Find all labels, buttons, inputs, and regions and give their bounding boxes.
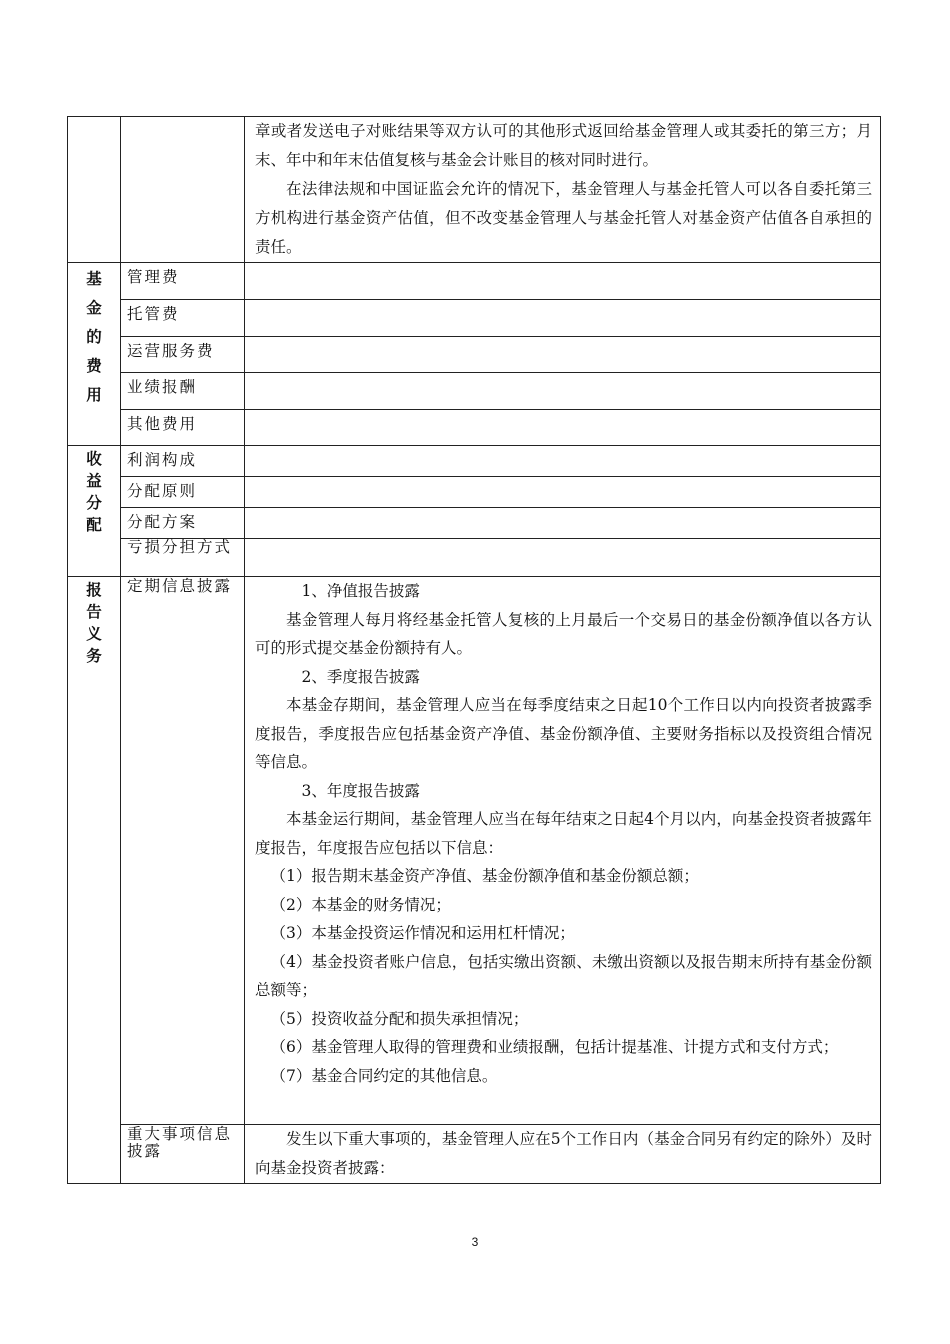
paragraph: 本基金运行期间，基金管理人应当在每年结束之日起4个月以内，向基金投资者披露年度报告，年度报告应包括以下信息： (255, 810, 872, 857)
fee-row (68, 373, 881, 410)
major-disclosure-text: 发生以下重大事项的，基金管理人应在5个工作日内（基金合同另有约定的除外）及时向基金投资者披露： (245, 1125, 881, 1184)
fee-value (245, 410, 881, 446)
periodic-disclosure-row (68, 577, 881, 1125)
fee-label: 业绩报酬 (121, 373, 245, 410)
subheading: 1、净值报告披露 (301, 582, 420, 600)
fee-value (245, 300, 881, 337)
subheading: 3、年度报告披露 (301, 781, 420, 800)
income-row (68, 477, 881, 508)
income-row (68, 508, 881, 539)
list-item: （3）本基金投资运作情况和运用杠杆情况； (270, 924, 575, 942)
fee-row (68, 337, 881, 373)
paragraph: 基金管理人每月将经基金托管人复核的上月最后一个交易日的基金份额净值以各方认可的形式提交基金份额持有人。 (255, 610, 872, 657)
income-label: 分配原则 (121, 477, 245, 508)
income-value (245, 477, 881, 508)
income-label: 利润构成 (121, 446, 245, 477)
list-item: （7）基金合同约定的其他信息。 (270, 1066, 498, 1085)
paragraph: 章或者发送电子对账结果等双方认可的其他形式返回给基金管理人或其委托的第三方；月末、年中和年末估值复核与基金会计账目的核对同时进行。 (255, 122, 872, 169)
subheading: 2、季度报告披露 (301, 667, 420, 686)
income-value (245, 508, 881, 539)
list-item: （4）基金投资者账户信息，包括实缴出资额、未缴出资额以及报告期末所持有基金份额总额等； (255, 952, 872, 999)
income-value (245, 539, 881, 577)
section-income: 收 益 分 配 (68, 446, 121, 577)
paragraph: 在法律法规和中国证监会允许的情况下，基金管理人与基金托管人可以各自委托第三方机构进行基金资产估值，但不改变基金管理人与基金托管人对基金资产估值各自承担的责任。 (255, 180, 872, 256)
income-row (68, 446, 881, 477)
section-report: 报 告 义 务 (68, 577, 121, 1184)
valuation-text (245, 117, 881, 263)
section-fees: 基 金 的 费 用 (68, 263, 121, 446)
periodic-disclosure-text (245, 577, 881, 1125)
major-disclosure-label: 重大事项信息披露 (121, 1125, 245, 1184)
major-disclosure-row (68, 1125, 881, 1184)
periodic-disclosure-label: 定期信息披露 (121, 577, 245, 1125)
list-item: （2）本基金的财务情况； (270, 895, 451, 914)
income-row (68, 539, 881, 577)
fee-row (68, 300, 881, 337)
fee-label: 其他费用 (121, 410, 245, 446)
fee-label: 托管费 (121, 300, 245, 337)
fee-label: 运营服务费 (121, 337, 245, 373)
fee-row (68, 410, 881, 446)
list-item: （6）基金管理人取得的管理费和业绩报酬，包括计提基准、计提方式和支付方式； (270, 1038, 839, 1056)
page-number: 3 (471, 1235, 479, 1249)
valuation-continuation-row (68, 117, 881, 263)
income-label: 亏损分担方式 (121, 539, 245, 577)
document-table (67, 116, 881, 1184)
income-label: 分配方案 (121, 508, 245, 539)
list-item: （5）投资收益分配和损失承担情况； (270, 1009, 529, 1028)
fee-label: 管理费 (121, 263, 245, 300)
fee-row (68, 263, 881, 300)
fee-value (245, 337, 881, 373)
fee-value (245, 373, 881, 410)
paragraph: 本基金存期间，基金管理人应当在每季度结束之日起10个工作日以内向投资者披露季度报告，季度报告应包括基金资产净值、基金份额净值、主要财务指标以及投资组合情况等信息。 (255, 696, 872, 771)
income-value (245, 446, 881, 477)
fee-value (245, 263, 881, 300)
list-item: （1）报告期末基金资产净值、基金份额净值和基金份额总额； (270, 867, 699, 885)
